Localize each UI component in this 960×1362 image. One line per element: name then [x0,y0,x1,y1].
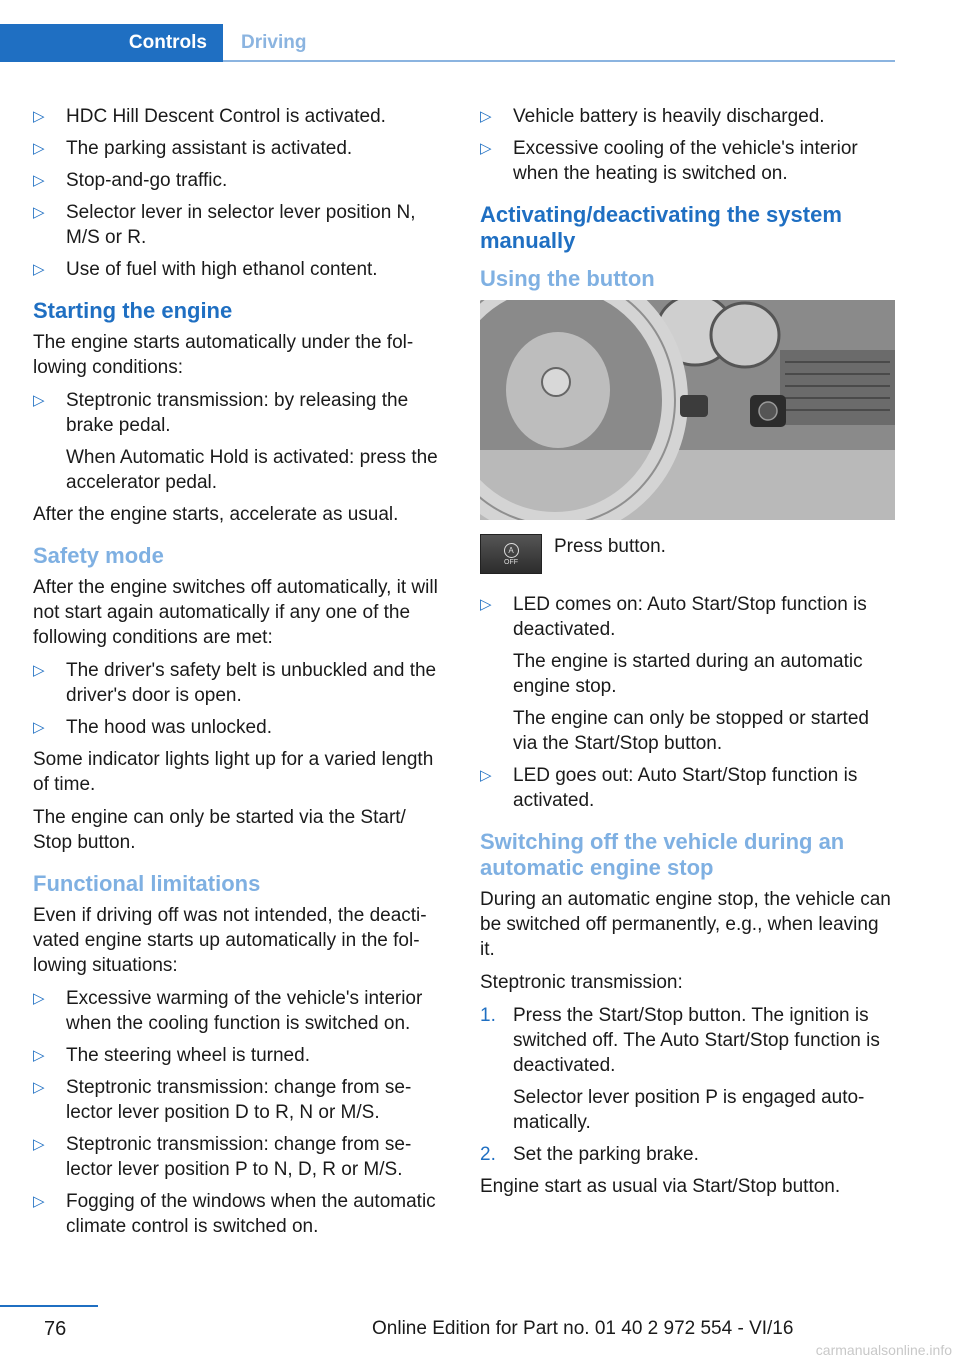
list-item: ▷ Excessive cooling of the vehicle's interior when the heating is switched on. [480,138,858,184]
paragraph: Some indicator lights light up for a varied length of time. [33,749,434,795]
triangle-bullet-icon: ▷ [480,596,492,613]
triangle-bullet-icon: ▷ [480,108,492,125]
triangle-bullet-icon: ▷ [33,1136,45,1153]
heading-using-button: Using the button [480,266,655,291]
paragraph: Even if driving off was not intended, the deactivated engine starts up automatically in the following situations: [33,905,427,976]
triangle-bullet-icon: ▷ [33,392,45,409]
heading-switching-off: Switching off the vehicle during an automatic engine stop [480,829,845,880]
list-item: ▷ LED goes out: Auto Start/Stop function is activated. [480,765,858,811]
paragraph: After the engine starts, accelerate as usual. [33,504,399,525]
list-item: ▷ Fogging of the windows when the automatic climate control is switched on. [33,1191,436,1237]
triangle-bullet-icon: ▷ [33,172,45,189]
dashboard-photo [480,300,895,520]
list-item: ▷ Steptronic transmission: change from selector lever position P to N, D, R or M/S. [33,1134,412,1180]
list-item: ▷ Use of fuel with high ethanol content. [33,259,378,280]
triangle-bullet-icon: ▷ [480,767,492,784]
list-item: ▷ LED comes on: Auto Start/Stop function is deactivated. The engine is started during an automatic engine stop. The engine can only be stopped or started via the Start/Stop button. [480,594,869,754]
watermark: carmanualsonline.info [815,1342,952,1358]
list-item: ▷ Steptronic transmission: by releasing the brake pedal. When Automatic Hold is activated: press the accelerator pedal. [33,390,438,493]
edition-text: Online Edition for Part no. 01 40 2 972 554 - VI/16 [372,1318,794,1339]
list-item: ▷ Excessive warming of the vehicle's interior when the cooling function is switched on. [33,988,423,1034]
triangle-bullet-icon: ▷ [33,204,45,221]
footer-rule [0,1305,98,1307]
heading-safety-mode: Safety mode [33,543,164,568]
page-number: 76 [44,1318,67,1340]
list-item: ▷ The parking assistant is activated. [33,138,353,159]
list-item: ▷ Vehicle battery is heavily discharged. [480,106,825,127]
list-item: ▷ HDC Hill Descent Control is activated. [33,106,386,127]
list-item: ▷ Stop-and-go traffic. [33,170,228,191]
numbered-step: 1. Press the Start/Stop button. The ignition is switched off. The Auto Start/Stop function is deactivated. Selector lever position P is engaged automatically. [480,1005,880,1133]
button-instruction: A OFF Press button. [480,534,895,580]
paragraph: During an automatic engine stop, the vehicle can be switched off permanently, e.g., when leaving it. [480,889,891,960]
paragraph: Engine start as usual via Start/Stop button. [480,1176,841,1197]
section-tabs [0,24,895,62]
triangle-bullet-icon: ▷ [33,1047,45,1064]
triangle-bullet-icon: ▷ [33,719,45,736]
list-item: ▷ The driver's safety belt is unbuckled and the driver's door is open. [33,660,437,706]
right-column [480,104,895,1207]
triangle-bullet-icon: ▷ [480,140,492,157]
triangle-bullet-icon: ▷ [33,140,45,157]
list-item: ▷ Selector lever in selector lever position N, M/S or R. [33,202,416,248]
heading-functional-limitations: Functional limitations [33,871,261,896]
list-item: ▷ Steptronic transmission: change from selector lever position D to R, N or M/S. [33,1077,412,1123]
steering-wheel-illustration [480,300,895,520]
header-rule [223,60,895,62]
heading-starting-engine: Starting the engine [33,298,233,323]
triangle-bullet-icon: ▷ [33,108,45,125]
auto-start-stop-off-icon: A OFF [480,534,542,574]
list-item: ▷ The hood was unlocked. [33,717,272,738]
paragraph: Steptronic transmission: [480,972,683,993]
paragraph: The engine starts automatically under the following conditions: [33,332,414,378]
triangle-bullet-icon: ▷ [33,1079,45,1096]
triangle-bullet-icon: ▷ [33,990,45,1007]
left-column [33,104,448,1246]
paragraph: After the engine switches off automatically, it will not start again automatically if any one of the following conditions are met: [33,577,438,648]
heading-activating-manually: Activating/deactivating the system manually [480,202,842,253]
list-item: ▷ The steering wheel is turned. [33,1045,310,1066]
triangle-bullet-icon: ▷ [33,662,45,679]
triangle-bullet-icon: ▷ [33,1193,45,1210]
numbered-step: 2. Set the parking brake. [480,1144,699,1165]
triangle-bullet-icon: ▷ [33,261,45,278]
tab-controls[interactable]: Controls [0,24,223,62]
paragraph: The engine can only be started via the Start/ Stop button. [33,807,406,853]
tab-driving[interactable]: Driving [241,32,307,53]
